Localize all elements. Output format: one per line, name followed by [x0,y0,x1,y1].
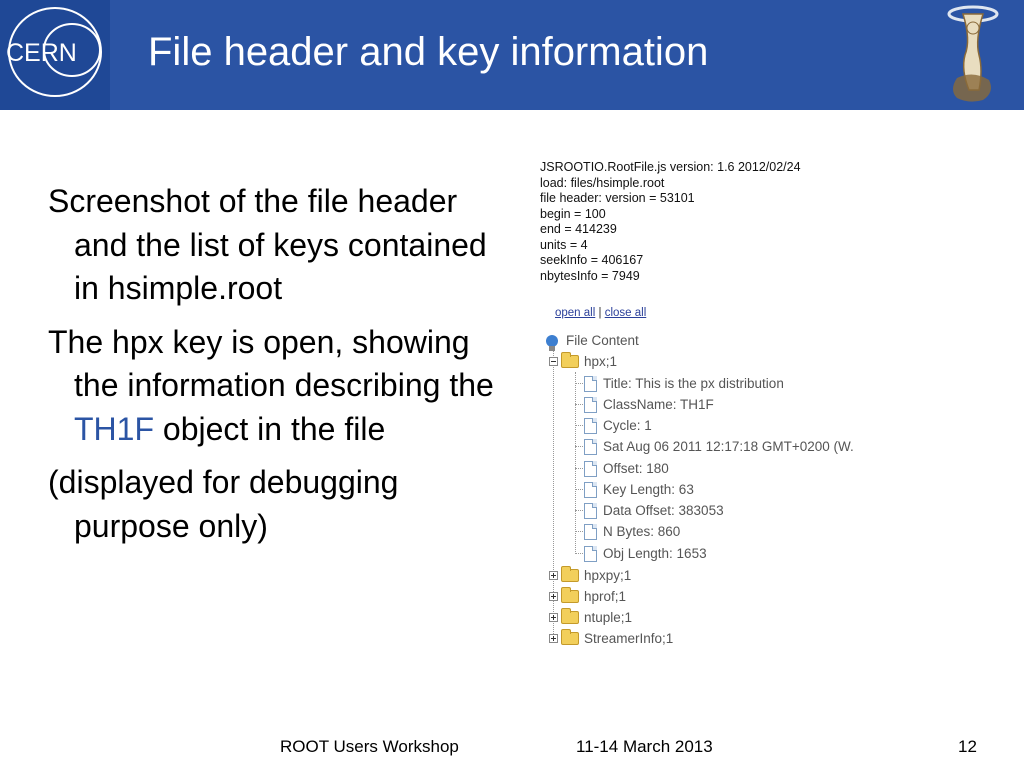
document-icon [584,524,597,540]
document-icon [584,546,597,562]
tree-leaf[interactable] [576,543,707,564]
tree-controls [555,307,646,319]
tree-leaf[interactable] [576,394,714,415]
tree-leaf-label: Key Length: 63 [603,482,694,497]
info-line: nbytesInfo = 7949 [540,268,640,283]
slide-number: 12 [958,737,977,756]
folder-icon [561,355,579,368]
tree-node-label: hprof;1 [584,589,627,604]
tree-node-ntuple[interactable] [549,607,632,628]
tree-leaf-label: ClassName: TH1F [603,397,714,412]
tree-leaf[interactable] [576,479,694,500]
tree-node-streamerinfo[interactable] [549,628,673,649]
bullet-hpx-text-end: object in the file [162,410,386,447]
document-icon [584,482,597,498]
tree-root[interactable] [546,330,639,351]
info-line: end = 414239 [540,222,617,236]
tree-leaf-label: Data Offset: 383053 [603,503,724,518]
folder-icon [561,632,579,645]
tree-node-hpx[interactable] [549,351,617,372]
info-line: begin = 100 [540,206,606,221]
links-separator: | [598,307,602,319]
info-line: seekInfo = 406167 [540,253,644,267]
slide-text [48,180,518,558]
slide-title: File header and key information [148,30,709,74]
tree-leaf[interactable] [576,415,652,436]
info-line: file header: version = 53101 [540,191,695,205]
th1f-highlight: TH1F [74,410,154,447]
footer-dates: 11-14 March 2013 [576,737,713,756]
collapse-icon[interactable] [549,357,558,366]
tree-leaf-label: Offset: 180 [603,461,669,476]
tree-node-label: StreamerInfo;1 [584,631,674,646]
logo-text: CERN [6,39,77,67]
document-icon [584,439,597,455]
document-icon [584,461,597,477]
tree-node-hpxpy[interactable] [549,565,631,586]
root-mascot-icon [935,0,1015,105]
close-all-link[interactable]: close all [604,307,647,319]
info-line: JSROOTIO.RootFile.js version: 1.6 2012/02/24 [540,160,801,174]
tree-leaf-label: Cycle: 1 [603,418,652,433]
open-all-link[interactable]: open all [555,307,596,319]
document-icon [584,397,597,413]
document-icon [584,503,597,519]
expand-icon[interactable] [549,634,558,643]
tree-leaf[interactable] [576,436,854,457]
tree-node-hprof[interactable] [549,586,626,607]
bullet-debugging: (displayed for debugging purpose only) [48,464,399,544]
folder-icon [561,590,579,603]
footer-workshop: ROOT Users Workshop [280,737,459,756]
cern-logo [0,0,110,110]
folder-icon [561,569,579,582]
tree-leaf-label: Title: This is the px distribution [603,376,784,391]
tree-node-label: hpx;1 [584,354,618,369]
tree-node-label: hpxpy;1 [584,568,632,583]
tree-leaf[interactable] [576,500,724,521]
expand-icon[interactable] [549,592,558,601]
file-header-info [540,160,801,284]
tree-leaf[interactable] [576,373,784,394]
expand-icon[interactable] [549,613,558,622]
file-icon [546,335,558,347]
tree-root-label: File Content [566,333,639,348]
bullet-hpx-text: The hpx key is open, showing the information describing the [48,323,494,403]
info-line: load: files/hsimple.root [540,175,665,190]
expand-icon[interactable] [549,571,558,580]
bullet-hpx-key [48,321,518,452]
info-line: units = 4 [540,237,588,252]
file-content-tree [546,330,956,650]
tree-leaf-label: Obj Length: 1653 [603,546,707,561]
tree-leaf-label: Sat Aug 06 2011 12:17:18 GMT+0200 (W. [603,439,854,454]
bullet-screenshot: Screenshot of the file header and the list of keys contained in hsimple.root [48,183,487,306]
tree-leaf[interactable] [576,521,680,542]
document-icon [584,376,597,392]
tree-leaf-label: N Bytes: 860 [603,524,681,539]
folder-icon [561,611,579,624]
jsrootio-screenshot [540,158,960,658]
document-icon [584,418,597,434]
tree-node-label: ntuple;1 [584,610,633,625]
tree-leaf[interactable] [576,458,669,479]
slide-header [0,0,1024,110]
